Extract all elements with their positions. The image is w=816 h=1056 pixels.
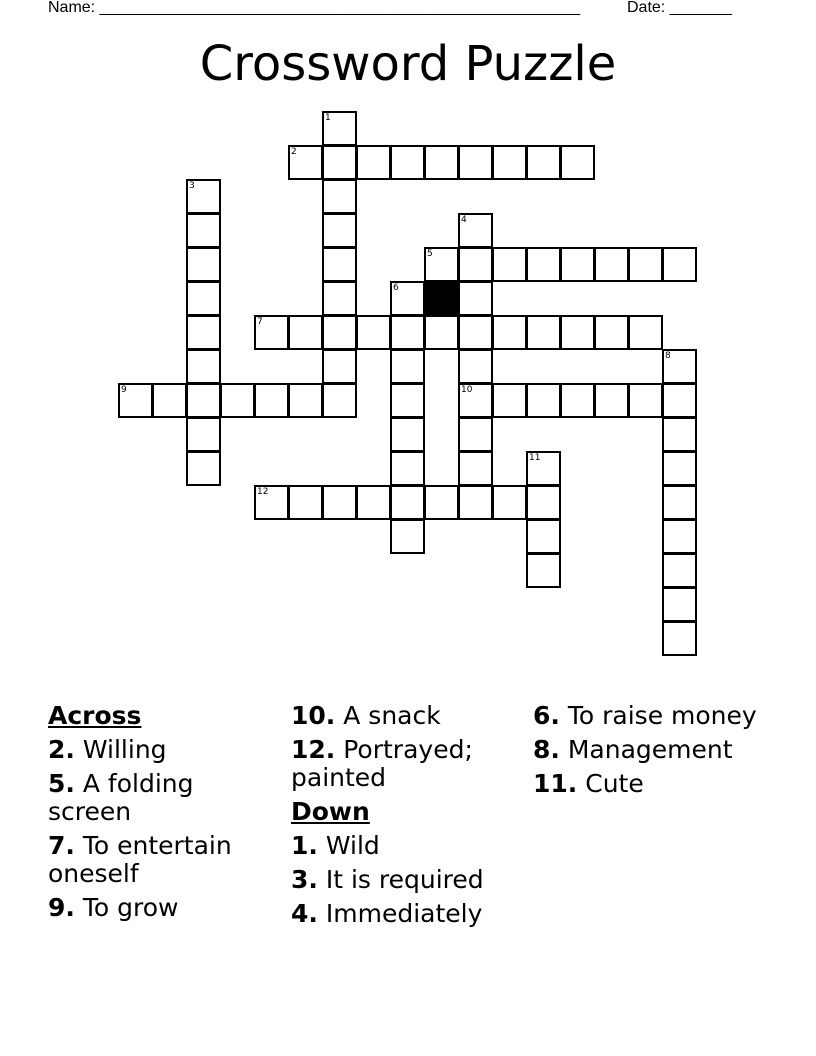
grid-cell[interactable] [390,349,425,384]
grid-cell[interactable] [662,247,697,282]
grid-cell[interactable] [628,383,663,418]
grid-cell[interactable] [458,451,493,486]
clue-number-label: 9 [121,385,127,395]
grid-cell[interactable] [254,315,289,350]
grid-cell[interactable] [458,315,493,350]
grid-cell[interactable] [662,485,697,520]
clue-across-5 [48,770,284,826]
clue-number: 9. [48,893,75,922]
grid-cell[interactable] [288,315,323,350]
clues-column-3 [533,702,769,804]
grid-cell[interactable] [322,247,357,282]
grid-cell[interactable] [186,383,221,418]
grid-cell[interactable] [220,383,255,418]
clue-text: Cute [585,769,644,798]
grid-cell[interactable] [186,315,221,350]
grid-cell[interactable] [458,281,493,316]
clue-number-label: 12 [257,487,269,497]
clue-down-4 [291,900,527,928]
clues-column-2 [291,702,527,934]
grid-cell[interactable] [560,145,595,180]
grid-black-cell [424,281,459,316]
grid-cell[interactable] [424,485,459,520]
grid-cell[interactable] [458,383,493,418]
grid-cell[interactable] [390,519,425,554]
grid-cell[interactable] [662,383,697,418]
grid-cell[interactable] [424,315,459,350]
grid-cell[interactable] [390,315,425,350]
grid-cell[interactable] [390,383,425,418]
grid-cell[interactable] [492,315,527,350]
clue-text: A snack [343,701,441,730]
clue-text: Willing [82,735,167,764]
clue-number-label: 6 [393,283,399,293]
clue-number: 7. [48,831,75,860]
grid-cell[interactable] [186,417,221,452]
clue-down-6 [533,702,769,730]
clue-across-2 [48,736,284,764]
grid-cell[interactable] [458,247,493,282]
grid-cell[interactable] [662,451,697,486]
clue-number: 6. [533,701,560,730]
clue-number-label: 3 [189,181,195,191]
grid-cell[interactable] [288,383,323,418]
page-title: Crossword Puzzle [199,36,617,92]
grid-cell[interactable] [288,485,323,520]
grid-cell[interactable] [526,553,561,588]
grid-cell[interactable] [322,315,357,350]
grid-cell[interactable] [662,553,697,588]
grid-cell[interactable] [560,315,595,350]
clue-text: A folding screen [48,769,194,826]
clue-number-label: 11 [529,453,541,463]
grid-cell[interactable] [628,315,663,350]
grid-cell[interactable] [492,383,527,418]
clue-text: To entertain oneself [48,831,232,888]
grid-cell[interactable] [322,383,357,418]
clue-number-label: 4 [461,215,467,225]
grid-cell[interactable] [594,315,629,350]
grid-cell[interactable] [526,485,561,520]
grid-cell[interactable] [492,145,527,180]
grid-cell[interactable] [390,451,425,486]
grid-cell[interactable] [458,213,493,248]
clue-number: 8. [533,735,560,764]
clue-number: 11. [533,769,578,798]
name-field: Name: ______________________________________________________ [48,0,581,16]
clue-number-label: 2 [291,147,297,157]
grid-cell[interactable] [254,383,289,418]
grid-cell[interactable] [322,349,357,384]
grid-cell[interactable] [662,519,697,554]
grid-cell[interactable] [390,485,425,520]
clue-text: Wild [325,831,380,860]
grid-cell[interactable] [594,383,629,418]
grid-cell[interactable] [390,417,425,452]
grid-cell[interactable] [458,145,493,180]
clue-across-9 [48,894,284,922]
grid-cell[interactable] [390,281,425,316]
clue-text: Portrayed; painted [291,735,473,792]
grid-cell[interactable] [322,179,357,214]
grid-cell[interactable] [526,519,561,554]
grid-cell[interactable] [356,145,391,180]
grid-cell[interactable] [186,213,221,248]
grid-cell[interactable] [186,281,221,316]
grid-cell[interactable] [118,383,153,418]
grid-cell[interactable] [322,281,357,316]
grid-cell[interactable] [458,349,493,384]
grid-cell[interactable] [186,179,221,214]
clue-number: 1. [291,831,318,860]
grid-cell[interactable] [560,383,595,418]
clue-number-label: 7 [257,317,263,327]
grid-cell[interactable] [322,145,357,180]
grid-cell[interactable] [186,247,221,282]
grid-cell[interactable] [458,485,493,520]
grid-cell[interactable] [662,587,697,622]
grid-cell[interactable] [560,247,595,282]
clue-number-label: 1 [325,113,331,123]
clue-number-label: 8 [665,351,671,361]
clue-text: It is required [325,865,484,894]
grid-cell[interactable] [628,247,663,282]
clue-number-label: 5 [427,249,433,259]
grid-cell[interactable] [662,349,697,384]
grid-cell[interactable] [458,417,493,452]
grid-cell[interactable] [356,485,391,520]
clue-number: 10. [291,701,336,730]
grid-cell[interactable] [594,247,629,282]
grid-cell[interactable] [424,247,459,282]
grid-cell[interactable] [526,315,561,350]
grid-cell[interactable] [526,383,561,418]
clue-text: Immediately [325,899,483,928]
clues-column-1 [48,702,284,928]
down-heading: Down [291,797,370,826]
grid-cell[interactable] [526,247,561,282]
grid-cell[interactable] [390,145,425,180]
clue-number: 4. [291,899,318,928]
clue-down-8 [533,736,769,764]
grid-cell[interactable] [526,145,561,180]
clue-number: 12. [291,735,336,764]
clue-across-10 [291,702,527,730]
clue-down-11 [533,770,769,798]
grid-cell[interactable] [662,621,697,656]
grid-cell[interactable] [492,247,527,282]
grid-cell[interactable] [526,451,561,486]
grid-cell[interactable] [322,111,357,146]
clue-text: To raise money [567,701,757,730]
grid-cell[interactable] [186,451,221,486]
grid-cell[interactable] [186,349,221,384]
grid-cell[interactable] [356,315,391,350]
clue-across-12 [291,736,527,792]
grid-cell[interactable] [254,485,289,520]
grid-cell[interactable] [492,485,527,520]
clue-number: 2. [48,735,75,764]
grid-cell[interactable] [288,145,323,180]
date-field: Date: _______ [627,0,732,16]
clue-number: 3. [291,865,318,894]
grid-cell[interactable] [322,213,357,248]
clue-down-1 [291,832,527,860]
grid-cell[interactable] [322,485,357,520]
grid-cell[interactable] [424,145,459,180]
clue-number: 5. [48,769,75,798]
grid-cell[interactable] [662,417,697,452]
grid-cell[interactable] [152,383,187,418]
across-heading: Across [48,701,142,730]
clue-text: Management [567,735,733,764]
clue-text: To grow [82,893,179,922]
clue-across-7 [48,832,284,888]
clue-number-label: 10 [461,385,473,395]
clue-down-3 [291,866,527,894]
